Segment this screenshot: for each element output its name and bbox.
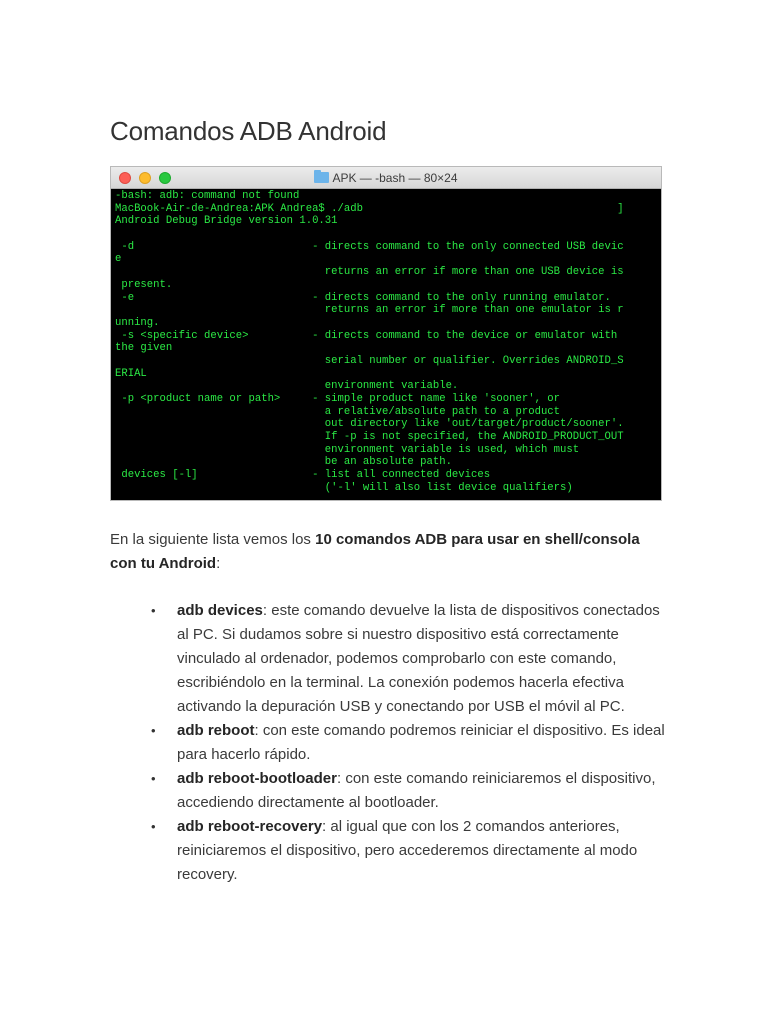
terminal-line: -p <product name or path> - simple product name like 'sooner', or xyxy=(115,393,561,405)
intro-text: En la siguiente lista vemos los xyxy=(110,531,316,548)
terminal-line: unning. xyxy=(115,316,160,329)
bullet-icon: • xyxy=(151,771,156,786)
terminal-line: -e - directs command to the only running emulator. xyxy=(115,291,611,304)
bullet-icon: • xyxy=(151,603,156,618)
terminal-line: environment variable is used, which must xyxy=(115,443,580,456)
terminal-line: a relative/absolute path to a product xyxy=(115,405,561,418)
page-title: Comandos ADB Android xyxy=(110,116,387,146)
terminal-line: be an absolute path. xyxy=(115,456,452,469)
command-name: adb devices xyxy=(177,602,263,619)
intro-colon: : xyxy=(216,555,221,572)
list-item xyxy=(150,719,670,767)
terminal-line: ('-l' will also list device qualifiers) xyxy=(115,481,573,494)
command-name: adb reboot-recovery xyxy=(177,818,323,835)
terminal-titlebar xyxy=(111,167,661,189)
terminal-line: If -p is not specified, the ANDROID_PRODUCT_OUT xyxy=(115,431,624,444)
command-description: : este comando devuelve la lista de dispositivos conectados al PC. Si dudamos sobre si nuestro dispositivo está correctamente vinculado al ordenador, podemos comprobarlo con este comando, escribiéndolo en la terminal. La conexión podemos hacerla efectiva activando la depuración USB y conectando por USB el móvil al PC. xyxy=(177,602,660,715)
list-item xyxy=(150,767,670,815)
terminal-line: the given xyxy=(115,342,173,355)
bullet-icon: • xyxy=(151,819,156,834)
terminal-line xyxy=(115,228,661,241)
terminal-line: serial number or qualifier. Overrides ANDROID_S xyxy=(115,354,624,367)
command-description: : con este comando podremos reiniciar el dispositivo. Es ideal para hacerlo rápido. xyxy=(177,722,665,763)
folder-icon xyxy=(314,172,329,183)
terminal-line: e xyxy=(115,253,122,266)
terminal-line: -d - directs command to the only connected USB devic xyxy=(115,240,624,253)
terminal-line: ERIAL xyxy=(115,367,147,380)
intro-bold-text: 10 comandos ADB para usar en shell/consola con tu Android xyxy=(110,531,640,572)
bullet-icon: • xyxy=(151,723,156,738)
terminal-line: devices [-l] - list all connected devices xyxy=(115,469,491,482)
terminal-line: returns an error if more than one USB device is xyxy=(115,266,624,279)
terminal-title-bar-text xyxy=(111,170,661,186)
command-name: adb reboot-bootloader xyxy=(177,770,337,787)
terminal-line: -s <specific device> - directs command to the device or emulator with xyxy=(115,329,618,342)
terminal-line: environment variable. xyxy=(115,380,459,393)
terminal-line: out directory like 'out/target/product/sooner'. xyxy=(115,418,624,431)
terminal-line: present. xyxy=(115,278,173,291)
command-description: : al igual que con los 2 comandos anteriores, reiniciaremos el dispositivo, pero accederemos directamente al modo recovery. xyxy=(177,818,638,883)
terminal-output xyxy=(111,189,661,495)
terminal-window-title: APK — -bash — 80×24 xyxy=(332,171,458,185)
command-name: adb reboot xyxy=(177,722,255,739)
list-item xyxy=(150,599,670,719)
terminal-line: -bash: adb: command not found xyxy=(115,190,300,202)
terminal-line: Android Debug Bridge version 1.0.31 xyxy=(115,215,338,228)
command-description: : con este comando reiniciaremos el dispositivo, accediendo directamente al bootloader. xyxy=(177,770,656,811)
terminal-line: MacBook-Air-de-Andrea:APK Andrea$ ./adb ] xyxy=(115,202,624,215)
intro-paragraph xyxy=(110,528,670,576)
terminal-line: returns an error if more than one emulator is r xyxy=(115,304,624,317)
terminal-screenshot xyxy=(110,166,662,501)
command-list xyxy=(150,599,670,887)
list-item xyxy=(150,815,670,887)
